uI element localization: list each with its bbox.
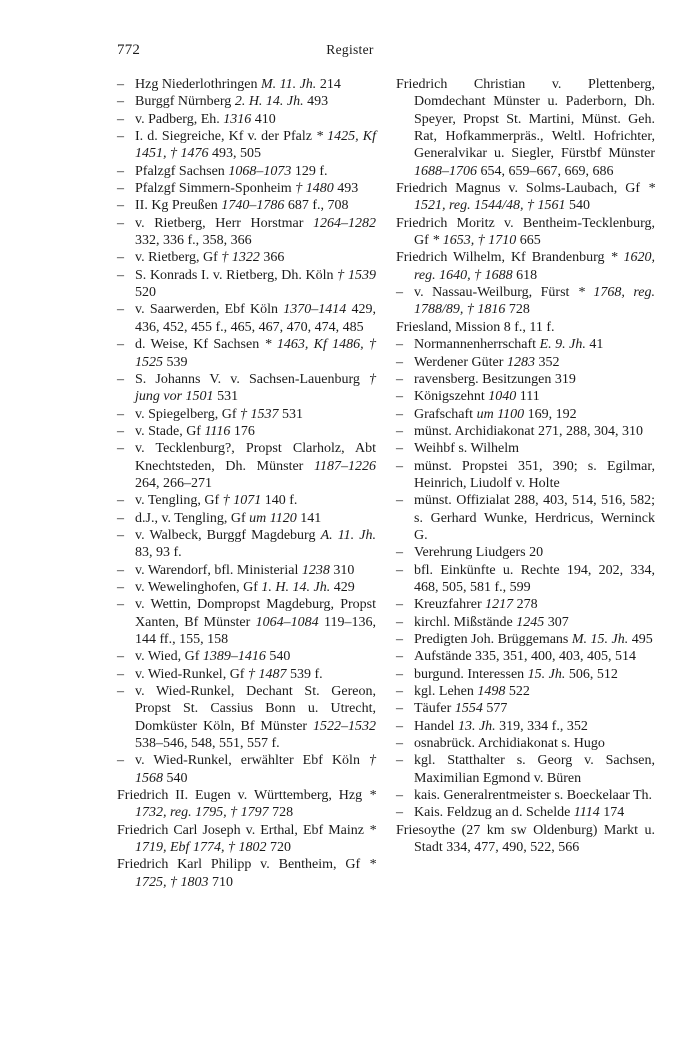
entry-text: 111 [516, 389, 540, 405]
entry-text: Weihbf s. Wilhelm [414, 441, 519, 457]
entry-text: Friedrich Carl Joseph v. Erthal, Ebf Mainz [117, 822, 369, 838]
index-subentry [396, 562, 655, 597]
entry-text: Burggf Nürnberg [135, 94, 235, 110]
entry-text: 577 [482, 701, 508, 717]
index-subentry [396, 492, 655, 544]
subentry-dash: – [117, 250, 124, 266]
entry-text: v. Walbeck, Burggf Magdeburg [135, 527, 321, 543]
index-entry [117, 822, 376, 857]
entry-text: Werdener Güter [414, 354, 507, 370]
entry-text: münst. Archidiakonat 271, 288, 304, 310 [414, 423, 644, 439]
index-subentry [117, 249, 376, 266]
entry-text: v. Tecklenburg?, Propst Clarholz, Abt Knechtsteden, Dh. Münster [135, 441, 376, 474]
entry-text: 493 [333, 181, 359, 197]
entry-text: 493, 505 [208, 146, 261, 162]
entry-text: Verehrung Liudgers 20 [414, 545, 544, 561]
entry-text: ravensberg. Besitzungen 319 [414, 371, 576, 387]
entry-text: 520 [135, 285, 156, 301]
entry-text: 310 [329, 562, 355, 578]
entry-text: v. Wied, Gf [135, 649, 203, 665]
index-subentry [396, 787, 655, 804]
subentry-dash: – [117, 215, 124, 231]
index-subentry [117, 301, 376, 336]
index-subentry [117, 752, 376, 787]
index-subentry [117, 423, 376, 440]
entry-text: II. Kg Preußen [135, 198, 222, 214]
entry-text: v. Wied-Runkel, Dechant St. Gereon, Propst St. Cassius Bonn u. Utrecht, Domküster Köln, Bf Münster [135, 684, 376, 734]
subentry-dash: – [396, 597, 403, 613]
entry-text: Friesland, Mission 8 f., 11 f. [396, 319, 555, 335]
entry-date-italic: 1217 [485, 597, 514, 613]
subentry-dash: – [396, 354, 403, 370]
index-subentry [117, 267, 376, 302]
entry-text: 169, 192 [524, 406, 577, 422]
index-subentry [396, 804, 655, 821]
subentry-dash: – [117, 441, 124, 457]
entry-text: 83, 93 f. [135, 545, 182, 561]
index-subentry [396, 371, 655, 388]
entry-text: Grafschaft [414, 406, 477, 422]
entry-date-italic: * 1425, Kf 1451, † 1476 [135, 129, 377, 162]
subentry-dash: – [396, 285, 403, 301]
entry-date-italic: 1283 [506, 354, 535, 370]
index-subentry [396, 718, 655, 735]
entry-text: v. Padberg, Eh. [135, 111, 224, 127]
index-entry [396, 822, 655, 857]
entry-text: 429, 436, 452, 455 f., 465, 467, 470, 474, 485 [135, 302, 377, 335]
entry-date-italic: A. 11. Jh. [320, 527, 376, 543]
index-subentry [396, 458, 655, 493]
entry-date-italic: † 1487 [247, 666, 287, 682]
index-subentry [117, 197, 376, 214]
entry-date-italic: 1064–1084 [255, 614, 319, 630]
entry-text: 538–546, 548, 551, 557 f. [135, 736, 280, 752]
subentry-dash: – [396, 614, 403, 630]
subentry-dash: – [396, 441, 403, 457]
subentry-dash: – [117, 198, 124, 214]
entry-text: burgund. Interessen [414, 666, 528, 682]
entry-date-italic: * 1768, reg. 1788/89, † 1816 [414, 285, 655, 318]
subentry-dash: – [117, 406, 124, 422]
entry-date-italic: 1068–1073 [228, 163, 292, 179]
entry-date-italic: 15. Jh. [527, 666, 566, 682]
index-entry [396, 215, 655, 250]
index-subentry [117, 648, 376, 665]
subentry-dash: – [396, 666, 403, 682]
entry-text: 540 [565, 198, 591, 214]
entry-text: v. Spiegelberg, Gf [135, 406, 240, 422]
entry-text: 141 [296, 510, 322, 526]
entry-text: 278 [513, 597, 538, 613]
entry-date-italic: 1245 [516, 614, 545, 630]
entry-text: S. Konrads I. v. Rietberg, Dh. Köln [135, 267, 338, 283]
entry-text: 710 [208, 874, 233, 890]
entry-text: Aufstände 335, 351, 400, 403, 405, 514 [414, 649, 637, 665]
subentry-dash: – [396, 684, 403, 700]
subentry-dash: – [396, 337, 403, 353]
index-subentry [396, 388, 655, 405]
index-subentry [117, 76, 376, 93]
subentry-dash: – [117, 527, 124, 543]
entry-text: bfl. Einkünfte u. Rechte 194, 202, 334, 468, 505, 581 f., 599 [414, 562, 655, 595]
subentry-dash: – [117, 111, 124, 127]
subentry-dash: – [117, 181, 124, 197]
index-subentry [117, 180, 376, 197]
entry-date-italic: † 1539 [337, 267, 376, 283]
subentry-dash: – [117, 510, 124, 526]
subentry-dash: – [117, 337, 124, 353]
entry-text: Kais. Feldzug an d. Schelde [414, 805, 574, 821]
entry-text: 506, 512 [565, 666, 618, 682]
subentry-dash: – [396, 718, 403, 734]
subentry-dash: – [396, 545, 403, 561]
page-number: 772 [117, 42, 141, 58]
entry-text: Friesoythe (27 km sw Oldenburg) Markt u. Stadt 334, 477, 490, 522, 566 [396, 822, 655, 856]
index-subentry [396, 700, 655, 717]
entry-text: v. Wied-Runkel, erwählter Ebf Köln [135, 753, 369, 769]
entry-date-italic: 1522–1532 [313, 718, 376, 734]
entry-date-italic: * 1463, Kf 1486, † 1525 [135, 337, 376, 370]
subentry-dash: – [396, 805, 403, 821]
subentry-dash: – [396, 562, 403, 578]
entry-text: kgl. Statthalter s. Georg v. Sachsen, Maximilian Egmond v. Büren [414, 753, 655, 786]
entry-text: 540 [265, 649, 291, 665]
entry-text: 214 [316, 77, 341, 92]
entry-text: Kreuzfahrer [414, 597, 486, 613]
subentry-dash: – [396, 493, 403, 509]
entry-date-italic: 1498 [477, 684, 506, 700]
entry-text: Pfalzgf Sachsen [135, 163, 229, 179]
subentry-dash: – [396, 788, 403, 804]
entry-text: v. Nassau-Weilburg, Fürst [414, 285, 578, 301]
subentry-dash: – [117, 163, 124, 179]
index-entry [396, 319, 655, 336]
entry-text: v. Rietberg, Herr Horstmar [135, 215, 313, 231]
entry-date-italic: 1264–1282 [313, 215, 376, 231]
entry-text: münst. Offizialat 288, 403, 514, 516, 582; s. Gerhard Wunke, Herdricus, Werninck G. [414, 493, 655, 543]
entry-text: kgl. Lehen [414, 684, 478, 700]
entry-text: 332, 336 f., 358, 366 [135, 233, 252, 249]
index-subentry [117, 666, 376, 683]
entry-date-italic: * 1725, † 1803 [135, 857, 376, 890]
subentry-dash: – [117, 267, 124, 283]
entry-text: 539 [163, 354, 188, 370]
entry-text: 720 [266, 840, 291, 856]
subentry-dash: – [396, 406, 403, 422]
entry-text: Handel [414, 718, 458, 734]
entry-date-italic: 1238 [301, 562, 330, 578]
entry-text: 728 [268, 805, 294, 821]
subentry-dash: – [117, 129, 124, 145]
index-subentry [117, 579, 376, 596]
entry-text: 366 [259, 250, 285, 266]
entry-text: Friedrich Karl Philipp v. Bentheim, Gf [117, 857, 369, 873]
entry-text: S. Johanns V. v. Sachsen-Lauenburg [135, 371, 369, 387]
subentry-dash: – [117, 94, 124, 110]
subentry-dash: – [117, 753, 124, 769]
index-subentry [117, 440, 376, 492]
entry-text: Friedrich Wilhelm, Kf Brandenburg [396, 250, 611, 266]
entry-date-italic: 1370–1414 [283, 302, 347, 318]
index-subentry [396, 666, 655, 683]
entry-date-italic: E. 9. Jh. [539, 337, 586, 353]
subentry-dash: – [117, 597, 124, 613]
entry-date-italic: * 1620, reg. 1640, † 1688 [414, 250, 655, 283]
index-subentry [117, 93, 376, 110]
subentry-dash: – [396, 649, 403, 665]
entry-text: v. Wied-Runkel, Gf [135, 666, 248, 682]
entry-text: 176 [230, 423, 255, 439]
entry-text: v. Stade, Gf [135, 423, 205, 439]
entry-date-italic: * 1732, reg. 1795, † 1797 [135, 788, 376, 821]
entry-text: 352 [534, 354, 560, 370]
index-subentry [396, 336, 655, 353]
index-entry [396, 180, 655, 215]
running-head: Register [326, 42, 374, 57]
entry-text: Pfalzgf Simmern-Sponheim [135, 181, 296, 197]
entry-text: 687 f., 708 [284, 198, 349, 214]
index-subentry [117, 111, 376, 128]
entry-date-italic: 1740–1786 [221, 198, 285, 214]
entry-text: 531 [278, 406, 303, 422]
index-subentry [396, 406, 655, 423]
entry-text: v. Tengling, Gf [135, 493, 223, 509]
index-subentry [117, 371, 376, 406]
entry-text: d. Weise, Kf Sachsen [135, 337, 265, 353]
entry-text: osnabrück. Archidiakonat s. Hugo [414, 736, 605, 752]
index-subentry [117, 527, 376, 562]
subentry-dash: – [117, 649, 124, 665]
entry-date-italic: um 1100 [476, 406, 525, 422]
subentry-dash: – [117, 77, 124, 92]
index-column-right [396, 76, 655, 856]
index-subentry [396, 648, 655, 665]
entry-date-italic: M. 15. Jh. [571, 632, 629, 647]
entry-date-italic: 2. H. 14. Jh. [234, 94, 304, 110]
entry-date-italic: † jung vor 1501 [135, 371, 376, 405]
entry-text: 665 [516, 233, 541, 249]
entry-text: Friedrich II. Eugen v. Württemberg, Hzg [117, 788, 369, 804]
entry-date-italic: um 1120 [249, 510, 297, 526]
entry-text: 531 [213, 389, 239, 405]
entry-text: v. Rietberg, Gf [135, 250, 222, 266]
entry-date-italic: † 1071 [222, 493, 262, 509]
index-subentry [396, 735, 655, 752]
index-subentry [396, 284, 655, 319]
entry-date-italic: † 1480 [295, 181, 334, 197]
index-subentry [396, 596, 655, 613]
entry-text: v. Saarwerden, Ebf Köln [135, 302, 284, 318]
entry-text: 728 [505, 302, 530, 318]
subentry-dash: – [117, 562, 124, 578]
index-subentry [117, 562, 376, 579]
entry-date-italic: 13. Jh. [457, 718, 496, 734]
index-column-left [117, 76, 376, 891]
index-entry [396, 76, 655, 180]
index-subentry [396, 440, 655, 457]
entry-text: 618 [512, 267, 538, 283]
index-subentry [396, 423, 655, 440]
entry-text: Königszehnt [414, 389, 489, 405]
index-subentry [396, 614, 655, 631]
entry-date-italic: 1. H. 14. Jh. [261, 579, 331, 595]
index-entry [396, 249, 655, 284]
index-subentry [396, 544, 655, 561]
index-subentry [396, 631, 655, 648]
entry-text: Friedrich Moritz v. Bentheim-Tecklenburg, Gf [396, 215, 655, 249]
entry-text: Täufer [414, 701, 455, 717]
subentry-dash: – [117, 493, 124, 509]
entry-date-italic: † 1568 [135, 753, 376, 786]
index-subentry [117, 215, 376, 250]
entry-date-italic: 1114 [573, 805, 600, 821]
entry-date-italic: * 1719, Ebf 1774, † 1802 [135, 822, 376, 856]
subentry-dash: – [396, 389, 403, 405]
entry-text: 539 f. [286, 666, 323, 682]
subentry-dash: – [396, 753, 403, 769]
subentry-dash: – [396, 371, 403, 387]
index-subentry [117, 510, 376, 527]
entry-text: münst. Propstei 351, 390; s. Egilmar, Heinrich, Liudolf v. Holte [414, 458, 655, 491]
entry-text: 307 [544, 614, 569, 630]
entry-text: 429 [330, 579, 355, 595]
entry-text: v. Wewelinghofen, Gf [135, 579, 262, 595]
index-subentry [396, 354, 655, 371]
entry-text: I. d. Siegreiche, Kf v. der Pfalz [135, 129, 317, 145]
index-subentry [117, 128, 376, 163]
index-entry [117, 856, 376, 891]
entry-text: v. Warendorf, bfl. Ministerial [135, 562, 302, 578]
entry-text: 41 [585, 337, 604, 353]
entry-date-italic: 1316 [223, 111, 252, 127]
entry-text: 410 [251, 111, 276, 127]
index-subentry [117, 683, 376, 752]
entry-text: Friedrich Christian v. Plettenberg, Domdechant Münster u. Paderborn, Dh. Speyer, Propst St. Martini, Münst. Geh. Rat, Hofkammerpräs., Weltl. Hofrichter, Generalvikar u. Siegler, Fürstbf Münster [396, 77, 655, 162]
entry-date-italic: * 1521, reg. 1544/48, † 1561 [414, 181, 655, 214]
subentry-dash: – [396, 736, 403, 752]
index-subentry [117, 406, 376, 423]
entry-date-italic: M. 11. Jh. [260, 77, 317, 92]
subentry-dash: – [396, 458, 403, 474]
entry-text: 119–136, 144 ff., 155, 158 [135, 614, 376, 647]
subentry-dash: – [117, 666, 124, 682]
index-subentry [117, 492, 376, 509]
entry-text: Friedrich Magnus v. Solms-Laubach, Gf [396, 181, 648, 197]
index-subentry [396, 683, 655, 700]
index-subentry [117, 336, 376, 371]
entry-date-italic: † 1322 [221, 250, 260, 266]
entry-text: 654, 659–667, 669, 686 [477, 163, 614, 179]
entry-text: Normannenherrschaft [414, 337, 540, 353]
entry-date-italic: 1187–1226 [314, 458, 376, 474]
entry-text: 540 [163, 770, 188, 786]
entry-date-italic: 1389–1416 [202, 649, 266, 665]
subentry-dash: – [396, 632, 403, 647]
entry-text: 129 f. [291, 163, 328, 179]
entry-date-italic: 1688–1706 [414, 163, 477, 179]
entry-text: kirchl. Mißstände [414, 614, 517, 630]
subentry-dash: – [117, 371, 124, 387]
entry-text: 319, 334 f., 352 [495, 718, 588, 734]
entry-text: 174 [599, 805, 625, 821]
subentry-dash: – [396, 423, 403, 439]
entry-text: Predigten Joh. Brüggemans [414, 632, 572, 647]
entry-text: 140 f. [261, 493, 298, 509]
subentry-dash: – [117, 579, 124, 595]
entry-text: 264, 266–271 [135, 475, 212, 491]
entry-text: Hzg Niederlothringen [135, 77, 261, 92]
entry-text: 495 [628, 632, 653, 647]
entry-date-italic: † 1537 [239, 406, 279, 422]
subentry-dash: – [117, 302, 124, 318]
entry-date-italic: * 1653, † 1710 [432, 233, 517, 249]
entry-text: 522 [505, 684, 530, 700]
entry-date-italic: 1116 [204, 423, 231, 439]
entry-text: d.J., v. Tengling, Gf [135, 510, 250, 526]
subentry-dash: – [117, 684, 124, 700]
entry-text: kais. Generalrentmeister s. Boeckelaar Th. [414, 788, 653, 804]
entry-text: 493 [303, 94, 329, 110]
index-subentry [117, 596, 376, 648]
entry-date-italic: 1040 [488, 389, 517, 405]
index-entry [117, 787, 376, 822]
subentry-dash: – [117, 423, 124, 439]
entry-date-italic: 1554 [454, 701, 483, 717]
index-subentry [396, 752, 655, 787]
subentry-dash: – [396, 701, 403, 717]
index-subentry [117, 163, 376, 180]
entry-text: v. Wettin, Dompropst Magdeburg, Propst Xanten, Bf Münster [135, 597, 376, 630]
